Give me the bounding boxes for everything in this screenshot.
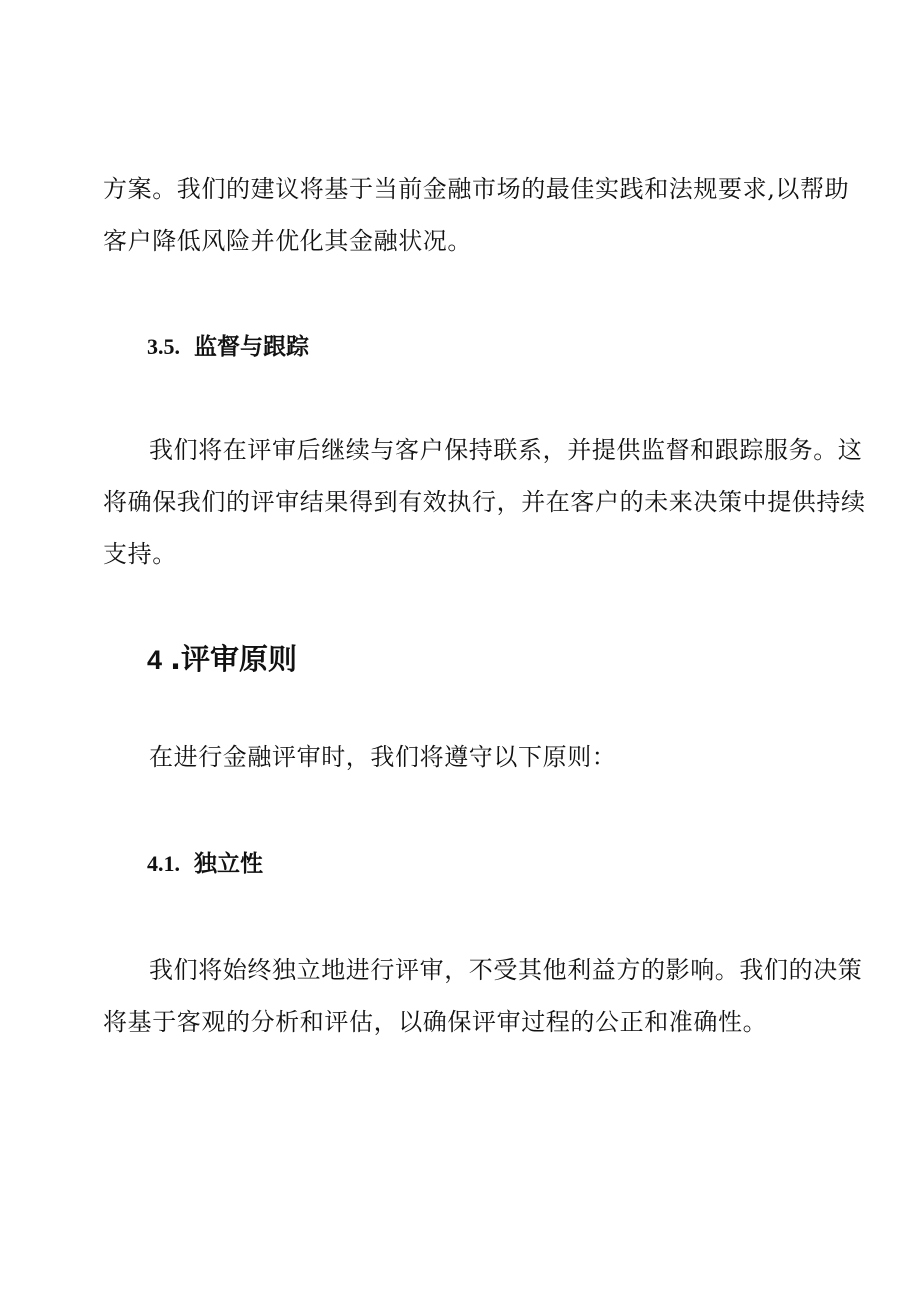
paragraph-line: 在进行金融评审时，我们将遵守以下原则： xyxy=(149,743,617,771)
paragraph-monitoring xyxy=(103,424,866,580)
paragraph-line: 支持。 xyxy=(103,540,177,568)
paragraph-independence xyxy=(103,944,863,1048)
paragraph-line: 客户降低风险并优化其金融状况。 xyxy=(103,227,472,255)
section-number: 4 xyxy=(147,645,163,675)
section-number: 3.5. xyxy=(147,334,180,359)
section-heading-4-1 xyxy=(147,849,263,879)
paragraph-line: 方案。我们的建议将基于当前金融市场的最佳实践和法规要求,以帮助 xyxy=(103,175,850,203)
paragraph-principles-intro xyxy=(103,731,823,783)
section-number: 4.1. xyxy=(147,851,180,876)
paragraph-line: 将确保我们的评审结果得到有效执行，并在客户的未来决策中提供持续 xyxy=(103,488,866,516)
section-title: .评审原则 xyxy=(170,642,298,676)
paragraph-line: 将基于客观的分析和评估，以确保评审过程的公正和准确性。 xyxy=(103,1008,768,1036)
paragraph-recommendation-continuation xyxy=(103,163,850,267)
paragraph-line: 我们将在评审后继续与客户保持联系，并提供监督和跟踪服务。这 xyxy=(149,436,863,464)
section-heading-4 xyxy=(147,641,297,678)
section-title: 监督与跟踪 xyxy=(194,334,309,360)
section-heading-3-5 xyxy=(147,332,309,362)
paragraph-line: 我们将始终独立地进行评审，不受其他利益方的影响。我们的决策 xyxy=(149,956,863,984)
section-title: 独立性 xyxy=(194,851,263,877)
